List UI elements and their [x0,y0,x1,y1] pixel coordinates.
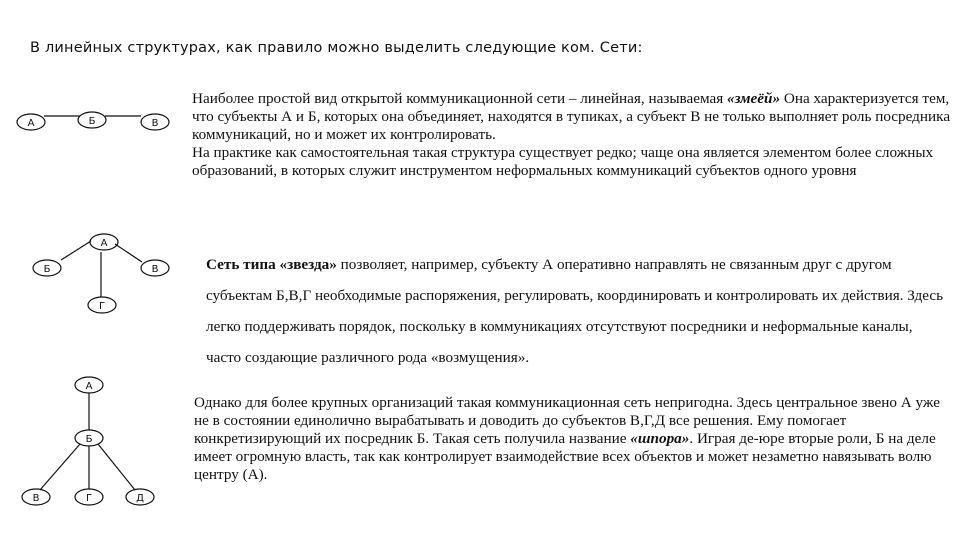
spur-text-intro: Однако для более крупных организаций такая коммуникационная сеть непригодна. Здесь центральное звено А уже не в состоянии единолично вырабатывать и доводить до субъектов В,Г,Д все решения. Ему помогает конкретизирующий их посредник Б. Такая сеть получила название [194,394,940,447]
spur-term: «шпора» [630,430,690,447]
chain-text-intro: Наиболее простой вид открытой коммуникационной сети – линейная, называемая [192,90,724,107]
spur-description [194,394,954,484]
star-term: Сеть типа «звезда» [206,256,337,273]
chain-text-body: Она характеризуется тем, что субъекты А и Б, которых она объединяет, находятся в тупиках, а субъект В не только выполняет роль посредника коммуникаций, но и может их контролировать. [192,90,951,143]
star-label-v: В [151,264,159,275]
spur-label-g: Г [85,493,93,504]
page-heading: В линейных структурах, как правило можно выделить следующие ком. Сети: [30,40,643,56]
network-diagrams [0,0,190,540]
star-label-g: Г [98,301,106,312]
star-diagram [33,234,169,313]
chain-diagram [17,112,169,130]
spur-label-a: А [85,381,93,392]
chain-label-a: А [27,118,35,129]
spur-label-v: В [32,493,40,504]
spur-label-b: Б [85,434,93,445]
star-label-b: Б [43,264,51,275]
star-text-body: позволяет, например, субъекту А оперативно направлять не связанным друг с другом субъектам Б,В,Г необходимые распоряжения, регулировать, координировать и контролировать их действия. Здесь легко поддерживать порядок, поскольку в коммуникациях отсутствуют посредники и неформальные каналы, часто создающие различного рода «возмущения». [206,256,944,366]
chain-label-b: Б [88,116,96,127]
spur-label-d: Д [136,493,144,504]
star-label-a: А [100,238,108,249]
chain-text-practice: На практике как самостоятельная такая структура существует редко; чаще она является элементом более сложных образований, в которых служит инструментом неформальных коммуникаций субъектов одного уровня [192,144,934,179]
star-description [206,249,951,373]
spur-text-body: . Играя де-юре вторые роли, Б на деле имеет огромную власть, так как контролирует взаимодействие всех объектов и может незаметно навязывать волю центру (А). [194,430,936,483]
chain-label-v: В [151,118,159,129]
chain-term: «змеёй» [727,90,781,107]
spur-diagram [22,377,154,505]
chain-description [192,90,952,180]
